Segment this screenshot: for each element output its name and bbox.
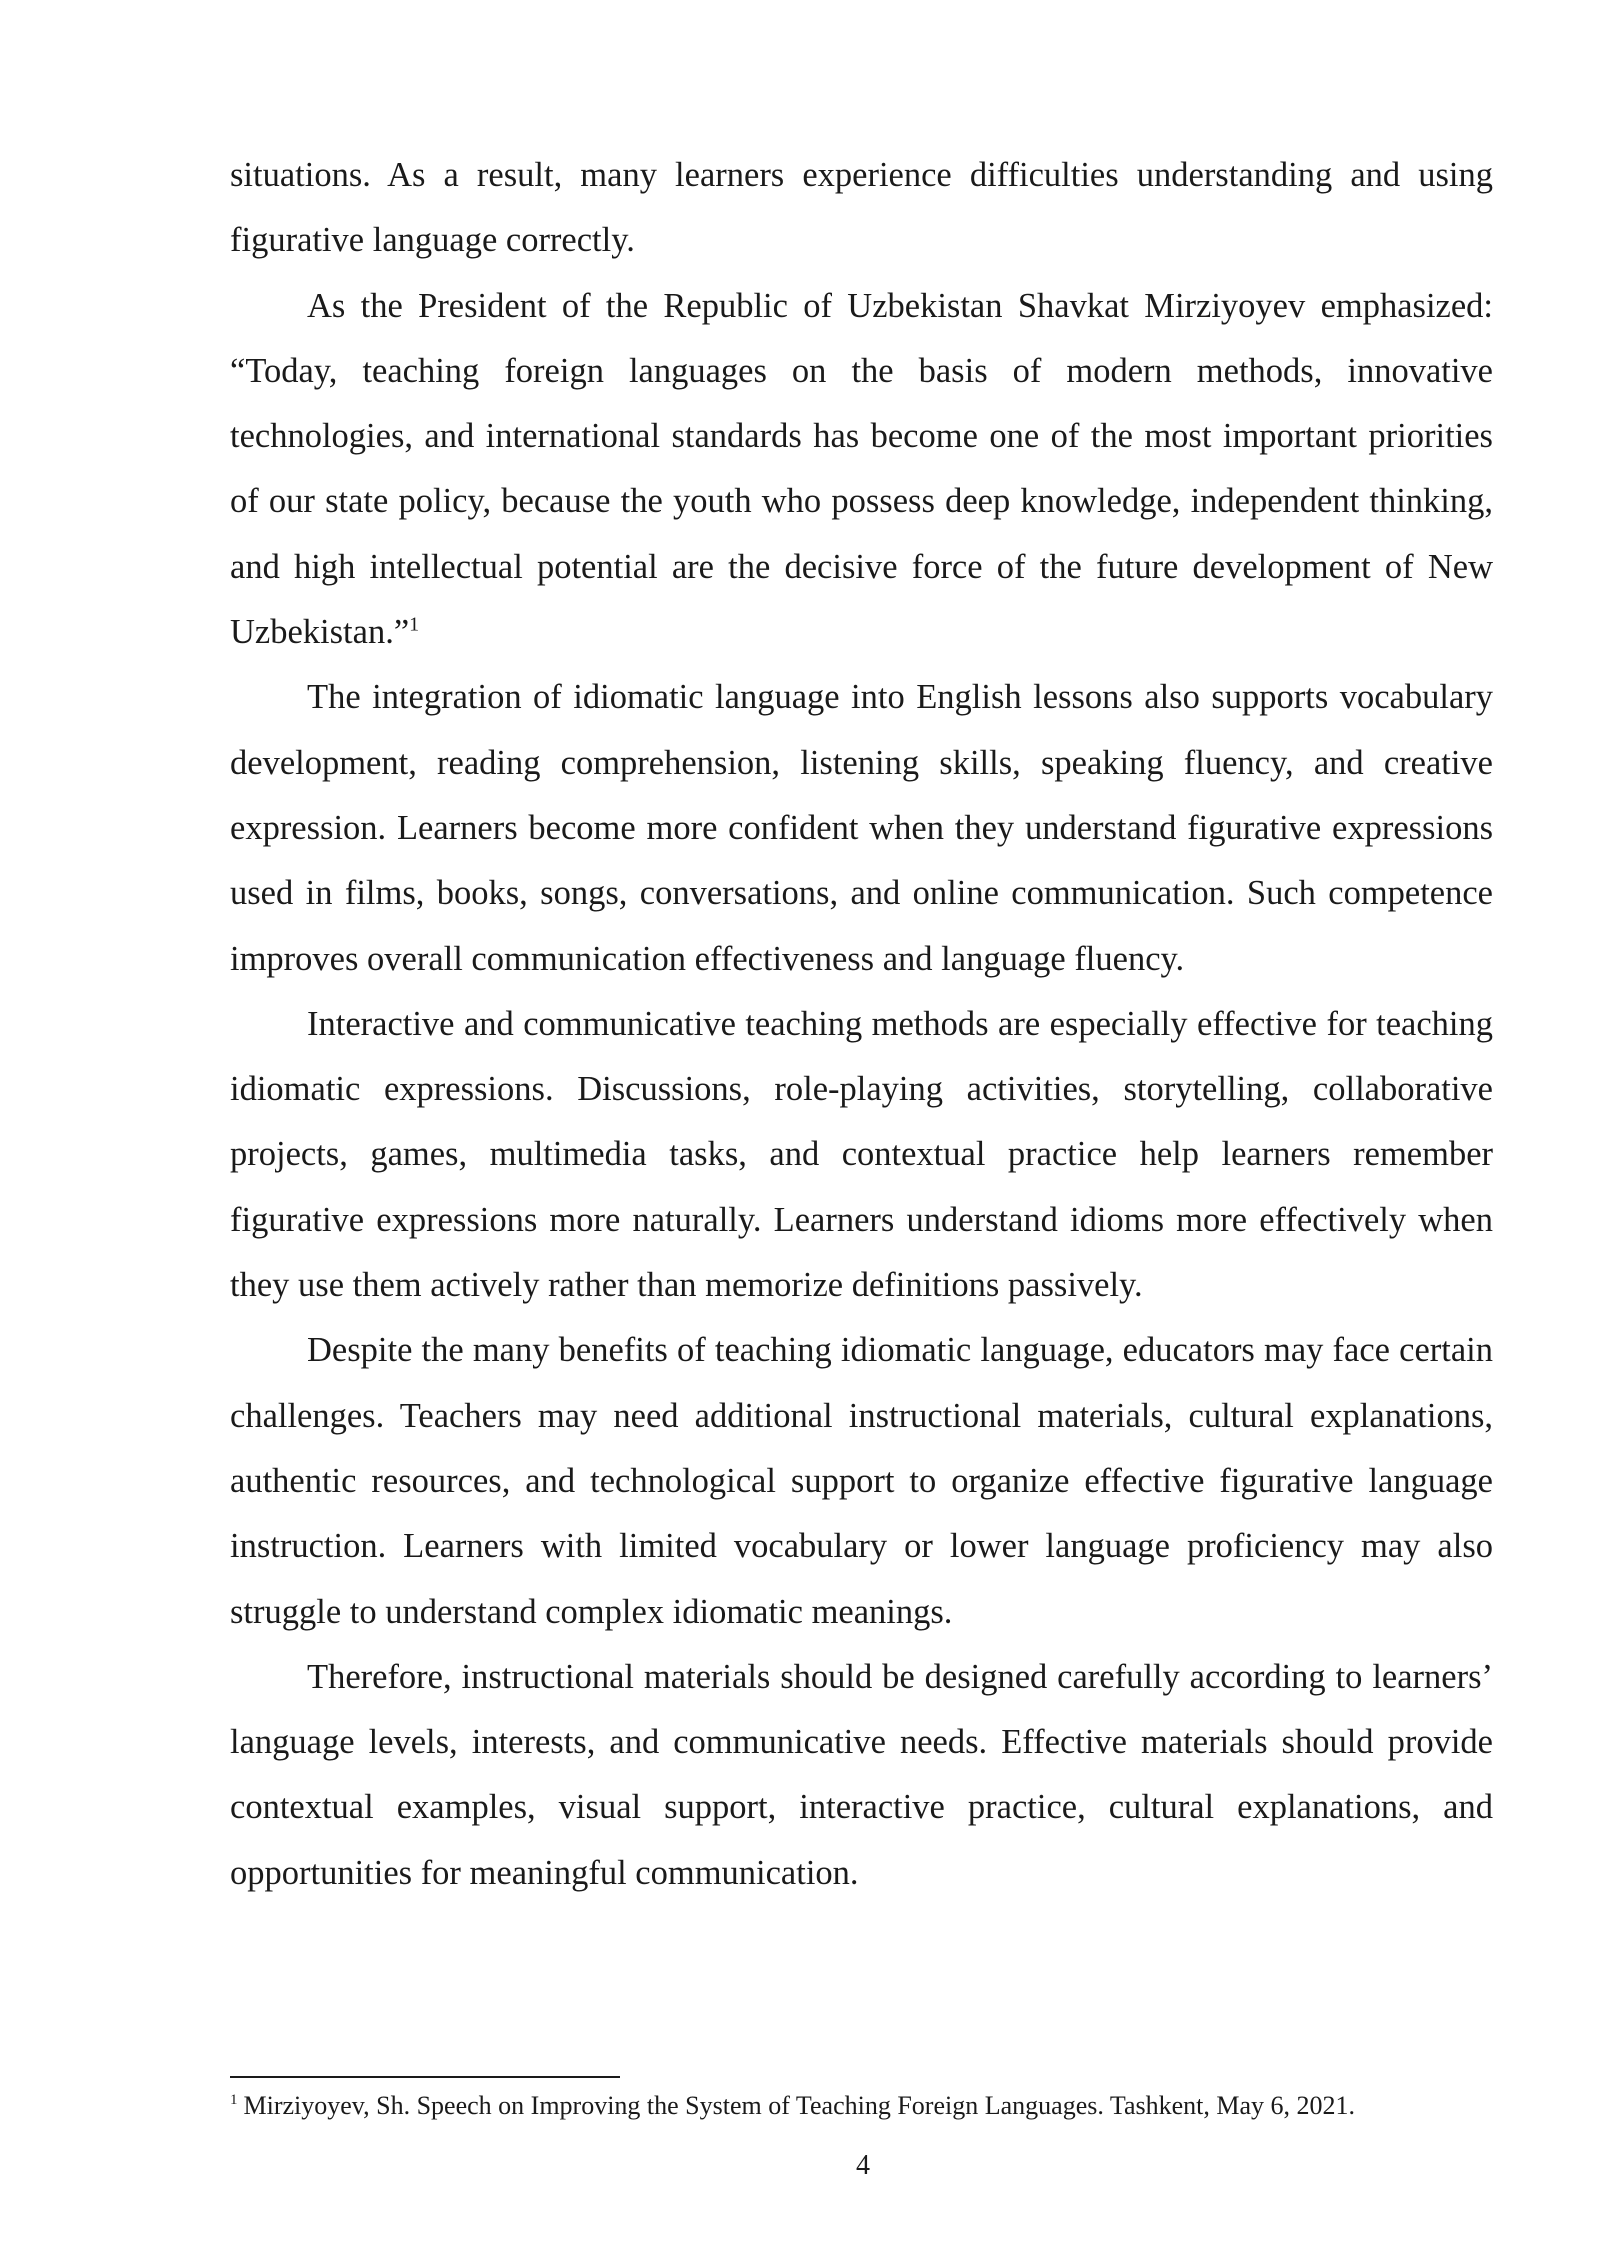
- footnote: [230, 2088, 1493, 2124]
- paragraph: situations. As a result, many learners experience difficulties understanding and using figurative language correctly.: [230, 156, 1493, 260]
- paragraph: Despite the many benefits of teaching idiomatic language, educators may face certain challenges. Teachers may need additional instructional materials, cultural explanations, authentic resources, and technological support to organize effective figurative language instruction. Learners with limited vocabulary or lower language proficiency may also struggle to understand complex idiomatic meanings.: [230, 1331, 1493, 1631]
- body-text: [230, 143, 1493, 1906]
- footnote-reference[interactable]: 1: [409, 613, 420, 636]
- page-number: 4: [856, 2150, 870, 2181]
- paragraph: Therefore, instructional materials should be designed carefully according to learners’ language levels, interests, and communicative needs. Effective materials should provide contextual examples, visual support, interactive practice, cultural explanations, and opportunities for meaningful communication.: [230, 1657, 1493, 1892]
- footnote-divider: [230, 2076, 620, 2078]
- paragraph-quote: [230, 274, 1493, 666]
- paragraph: The integration of idiomatic language into English lessons also supports vocabulary development, reading comprehension, listening skills, speaking fluency, and creative expression. Learners become more confident when they understand figurative expressions used in films, books, songs, conversations, and online communication. Such competence improves overall communication effectiveness and language fluency.: [230, 678, 1493, 978]
- footnote-marker: 1: [230, 2092, 238, 2109]
- paragraph-text: As the President of the Republic of Uzbekistan Shavkat Mirziyoyev emphasized: “Today, teaching foreign languages on the basis of modern methods, innovative technologies, and international standards has become one of the most important priorities of our state policy, because the youth who possess deep knowledge, independent thinking, and high intellectual potential are the decisive force of the future development of New Uzbekistan.”: [230, 286, 1493, 652]
- footnote-text: Mirziyoyev, Sh. Speech on Improving the System of Teaching Foreign Languages. Tashkent, May 6, 2021.: [243, 2091, 1356, 2120]
- paragraph: Interactive and communicative teaching methods are especially effective for teaching idiomatic expressions. Discussions, role-playing activities, storytelling, collaborative projects, games, multimedia tasks, and contextual practice help learners remember figurative expressions more naturally. Learners understand idioms more effectively when they use them actively rather than memorize definitions passively.: [230, 1004, 1493, 1305]
